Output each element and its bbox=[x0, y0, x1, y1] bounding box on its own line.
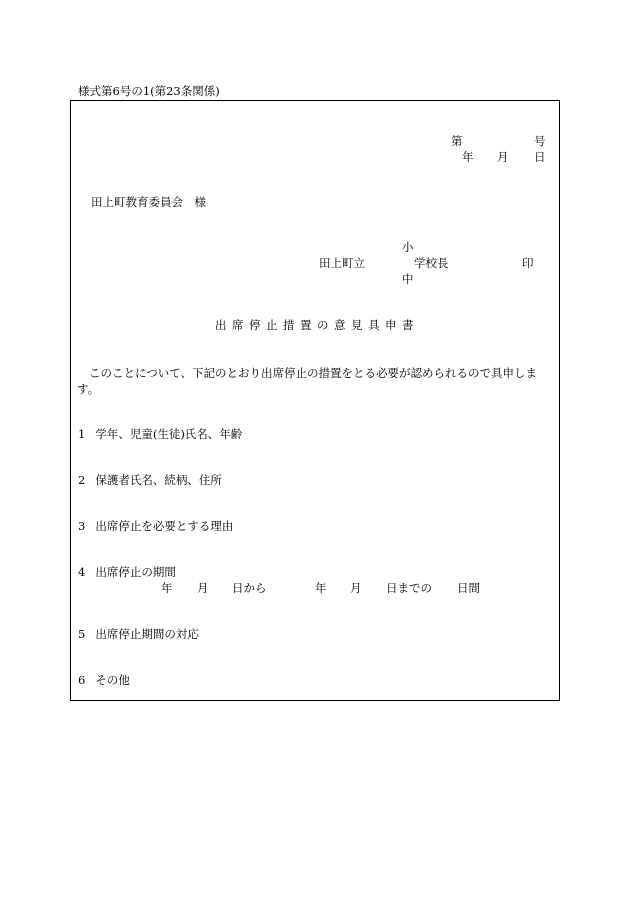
addressee: 田上町教育委員会 様 bbox=[91, 195, 206, 209]
title-char: 見 bbox=[351, 318, 363, 332]
date-year: 年 bbox=[462, 150, 474, 164]
title-char: 書 bbox=[402, 318, 414, 332]
school-type-lower: 中 bbox=[402, 272, 414, 286]
school-type-upper: 小 bbox=[402, 240, 414, 254]
title-char: 置 bbox=[300, 318, 312, 332]
item-label: その他 bbox=[95, 673, 130, 687]
item-4 bbox=[78, 565, 176, 579]
title-char: 措 bbox=[283, 318, 295, 332]
item-5 bbox=[78, 627, 199, 641]
item-6 bbox=[78, 673, 130, 687]
form-frame bbox=[70, 100, 560, 701]
document-number-prefix: 第 bbox=[451, 134, 463, 148]
title-char: 席 bbox=[232, 318, 244, 332]
title-char: 申 bbox=[385, 318, 397, 332]
item-number: 1 bbox=[78, 427, 86, 441]
period-to-day: 日までの bbox=[386, 581, 432, 595]
principal-title: 学校長 bbox=[414, 256, 449, 270]
title-char: の bbox=[317, 318, 329, 332]
item-2 bbox=[78, 473, 222, 487]
document-title bbox=[215, 318, 419, 332]
seal-mark: 印 bbox=[522, 256, 534, 270]
item-number: 5 bbox=[78, 627, 86, 641]
item-label: 出席停止を必要とする理由 bbox=[95, 519, 234, 533]
period-days: 日間 bbox=[457, 581, 480, 595]
period-from-year: 年 bbox=[161, 581, 173, 595]
title-char: 出 bbox=[215, 318, 227, 332]
title-char: 具 bbox=[368, 318, 380, 332]
item-number: 6 bbox=[78, 673, 86, 687]
period-from-month: 月 bbox=[197, 581, 209, 595]
item-1 bbox=[78, 427, 242, 441]
item-number: 3 bbox=[78, 519, 86, 533]
title-char: 停 bbox=[249, 318, 261, 332]
document-number-suffix: 号 bbox=[534, 134, 546, 148]
date-month: 月 bbox=[497, 150, 509, 164]
period-to-month: 月 bbox=[350, 581, 362, 595]
item-3 bbox=[78, 519, 233, 533]
item-label: 学年、児童(生徒)氏名、年齢 bbox=[95, 427, 243, 441]
title-char: 止 bbox=[266, 318, 278, 332]
item-label: 保護者氏名、続柄、住所 bbox=[95, 473, 222, 487]
form-label: 様式第6号の1(第23条関係) bbox=[78, 84, 220, 98]
period-from-day: 日から bbox=[232, 581, 267, 595]
item-label: 出席停止期間の対応 bbox=[95, 627, 199, 641]
date-day: 日 bbox=[534, 150, 546, 164]
sender-town: 田上町立 bbox=[319, 256, 365, 270]
item-label: 出席停止の期間 bbox=[95, 565, 176, 579]
period-to-year: 年 bbox=[315, 581, 327, 595]
item-number: 4 bbox=[78, 565, 86, 579]
title-char: 意 bbox=[334, 318, 346, 332]
intro-paragraph: このことについて、下記のとおり出席停止の措置をとる必要が認められるので具申します。 bbox=[77, 366, 538, 396]
item-number: 2 bbox=[78, 473, 86, 487]
